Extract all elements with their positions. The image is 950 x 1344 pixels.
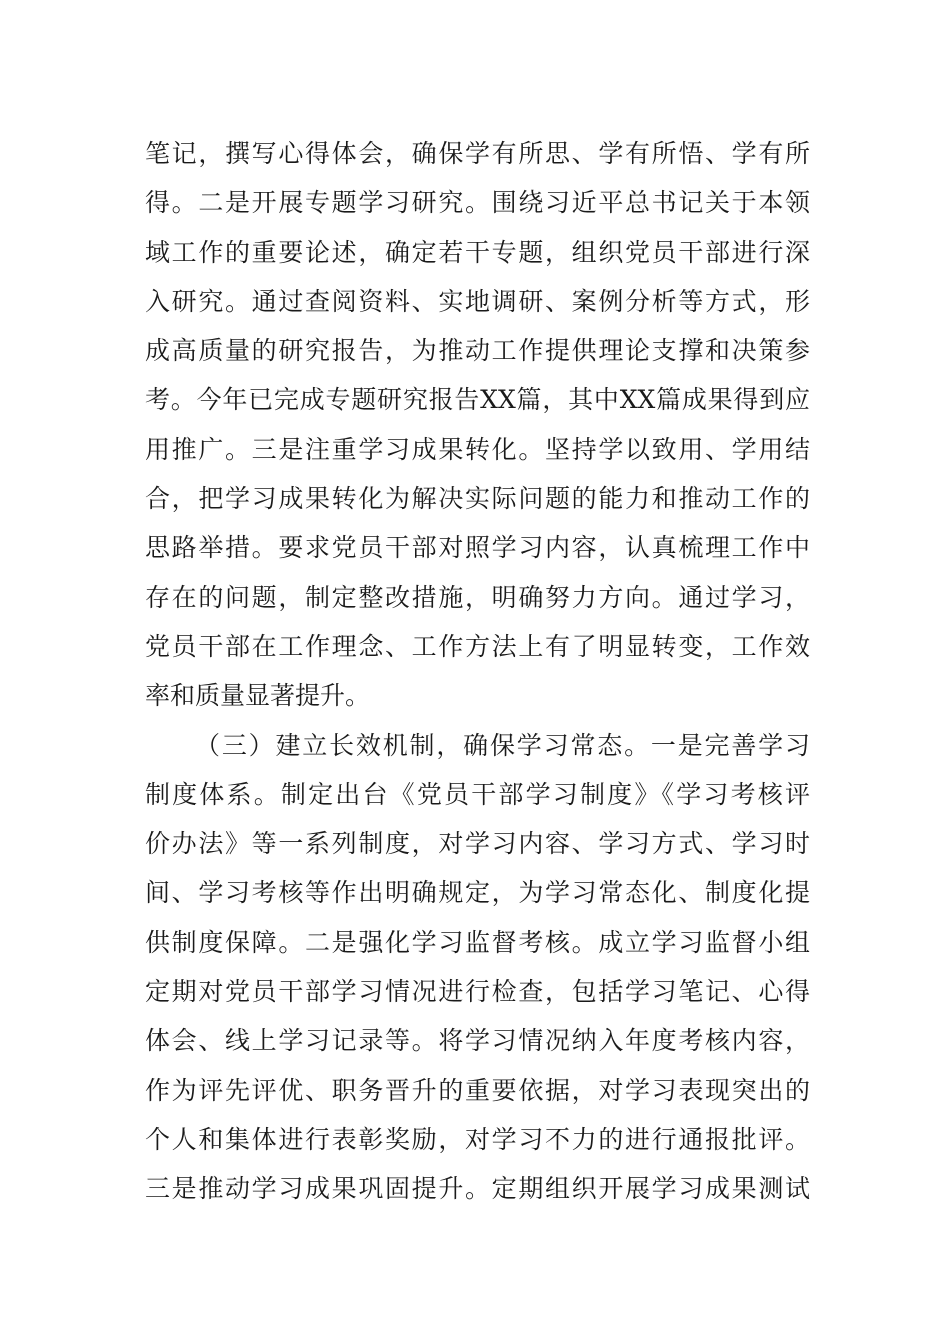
text-line: 价办法》等一系列制度，对学习内容、学习方式、学习时 (145, 829, 810, 859)
text-line: 制度体系。制定出台《党员干部学习制度》《学习考核评 (145, 779, 810, 809)
text-line: 作为评先评优、职务晋升的重要依据，对学习表现突出的 (145, 1075, 810, 1105)
text-line: 用推广。三是注重学习成果转化。坚持学以致用、学用结 (145, 434, 810, 464)
text-line: 思路举措。要求党员干部对照学习内容，认真梳理工作中 (145, 533, 810, 563)
text-line: 个人和集体进行表彰奖励，对学习不力的进行通报批评。 (145, 1124, 810, 1154)
text-line: 考。今年已完成专题研究报告XX篇，其中XX篇成果得到应 (145, 385, 810, 415)
text-line: 三是推动学习成果巩固提升。定期组织开展学习成果测试 (145, 1174, 810, 1204)
text-line: 党员干部在工作理念、工作方法上有了明显转变，工作效 (145, 631, 810, 661)
text-line: 笔记，撰写心得体会，确保学有所思、学有所悟、学有所 (145, 139, 810, 168)
text-line: 存在的问题，制定整改措施，明确努力方向。通过学习， (145, 582, 810, 612)
text-line: 域工作的重要论述，确定若干专题，组织党员干部进行深 (145, 237, 810, 267)
text-line: 定期对党员干部学习情况进行检查，包括学习笔记、心得 (145, 977, 810, 1007)
text-line: 间、学习考核等作出明确规定，为学习常态化、制度化提 (145, 878, 810, 908)
text-line: 合，把学习成果转化为解决实际问题的能力和推动工作的 (145, 484, 810, 514)
section-heading-line: （三）建立长效机制，确保学习常态。一是完善学习 (195, 730, 810, 760)
text-line: 得。二是开展专题学习研究。围绕习近平总书记关于本领 (145, 188, 810, 218)
text-line: 率和质量显著提升。 (145, 681, 371, 711)
text-line: 成高质量的研究报告，为推动工作提供理论支撑和决策参 (145, 336, 810, 366)
body-text (145, 129, 810, 1214)
text-line: 供制度保障。二是强化学习监督考核。成立学习监督小组 (145, 927, 810, 957)
text-line: 入研究。通过查阅资料、实地调研、案例分析等方式，形 (145, 286, 810, 316)
text-line: 体会、线上学习记录等。将学习情况纳入年度考核内容， (145, 1026, 810, 1056)
